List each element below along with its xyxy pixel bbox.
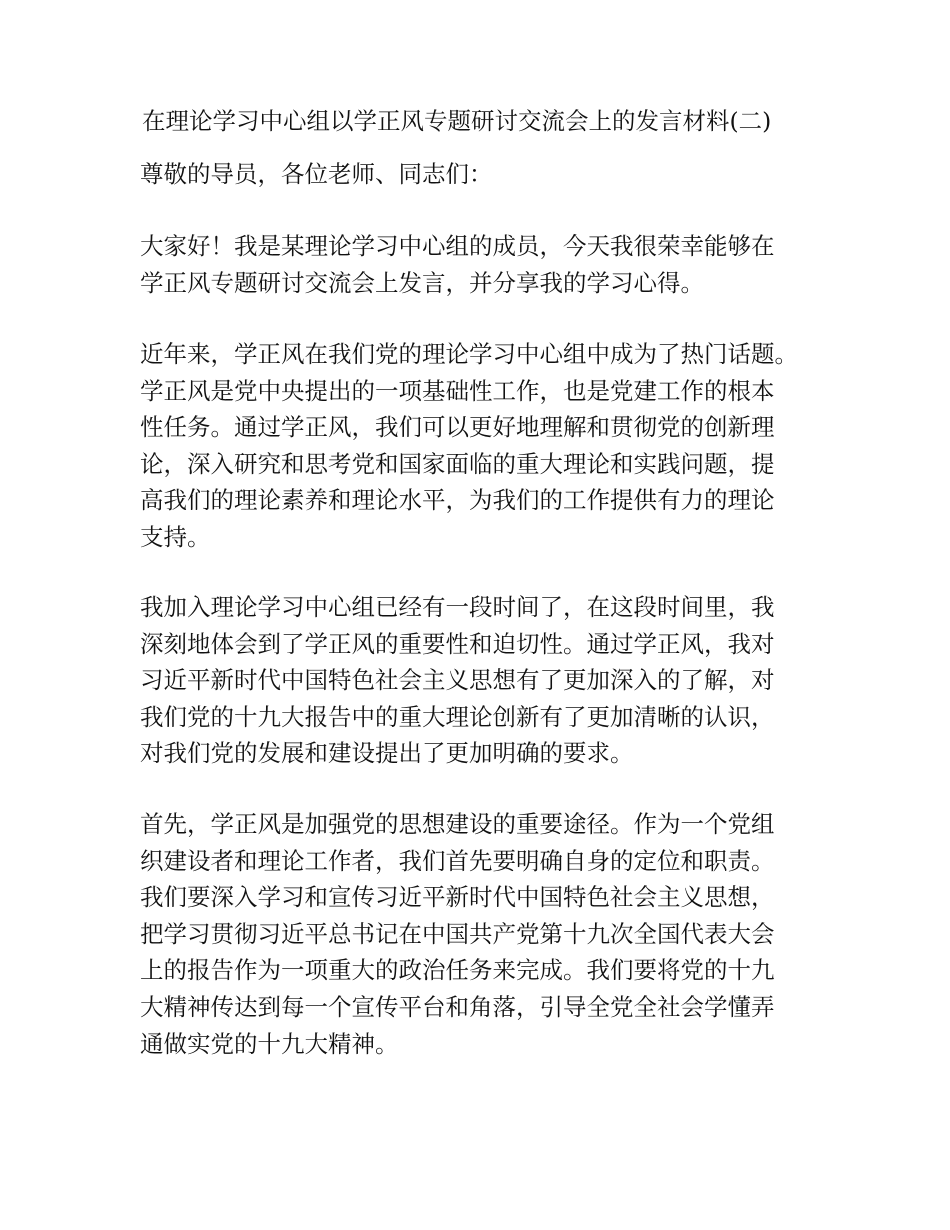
greeting-line: 尊敬的导员，各位老师、同志们： xyxy=(140,160,493,188)
paragraph-line: 把学习贯彻习近平总书记在中国共产党第十九次全国代表大会 xyxy=(140,919,775,948)
paragraph-line: 对我们党的发展和建设提出了更加明确的要求。 xyxy=(140,739,634,768)
paragraph-line: 论，深入研究和思考党和国家面临的重大理论和实践问题，提 xyxy=(140,449,775,478)
paragraph-4 xyxy=(140,806,830,1062)
paragraph-line: 我们要深入学习和宣传习近平新时代中国特色社会主义思想， xyxy=(140,883,775,912)
paragraph-line: 上的报告作为一项重大的政治任务来完成。我们要将党的十九 xyxy=(140,956,775,985)
paragraph-line: 大精神传达到每一个宣传平台和角落，引导全党全社会学懂弄 xyxy=(140,992,775,1021)
paragraph-line: 通做实党的十九大精神。 xyxy=(140,1029,399,1058)
paragraph-line: 首先，学正风是加强党的思想建设的重要途径。作为一个党组 xyxy=(140,810,775,838)
paragraph-line: 习近平新时代中国特色社会主义思想有了更加深入的了解，对 xyxy=(140,666,775,695)
paragraph-3 xyxy=(140,589,830,772)
paragraph-line: 织建设者和理论工作者，我们首先要明确自身的定位和职责。 xyxy=(140,846,775,875)
paragraph-line: 深刻地体会到了学正风的重要性和迫切性。通过学正风，我对 xyxy=(140,629,775,658)
paragraph-line: 大家好！我是某理论学习中心组的成员，今天我很荣幸能够在 xyxy=(140,232,775,260)
paragraph-line: 我们党的十九大报告中的重大理论创新有了更加清晰的认识， xyxy=(140,702,775,731)
paragraph-line: 我加入理论学习中心组已经有一段时间了，在这段时间里，我 xyxy=(140,593,775,621)
paragraph-line: 近年来，学正风在我们党的理论学习中心组中成为了热门话题。 xyxy=(140,340,798,368)
paragraph-line: 学正风是党中央提出的一项基础性工作，也是党建工作的根本 xyxy=(140,376,775,405)
paragraph-1 xyxy=(140,228,830,301)
paragraph-line: 高我们的理论素养和理论水平，为我们的工作提供有力的理论 xyxy=(140,486,775,515)
document-title: 在理论学习中心组以学正风专题研讨交流会上的发言材料(二) xyxy=(142,107,772,135)
paragraph-line: 性任务。通过学正风，我们可以更好地理解和贯彻党的创新理 xyxy=(140,413,775,442)
paragraph-line: 学正风专题研讨交流会上发言，并分享我的学习心得。 xyxy=(140,268,704,297)
paragraph-2 xyxy=(140,336,830,556)
paragraph-line: 支持。 xyxy=(140,522,211,551)
